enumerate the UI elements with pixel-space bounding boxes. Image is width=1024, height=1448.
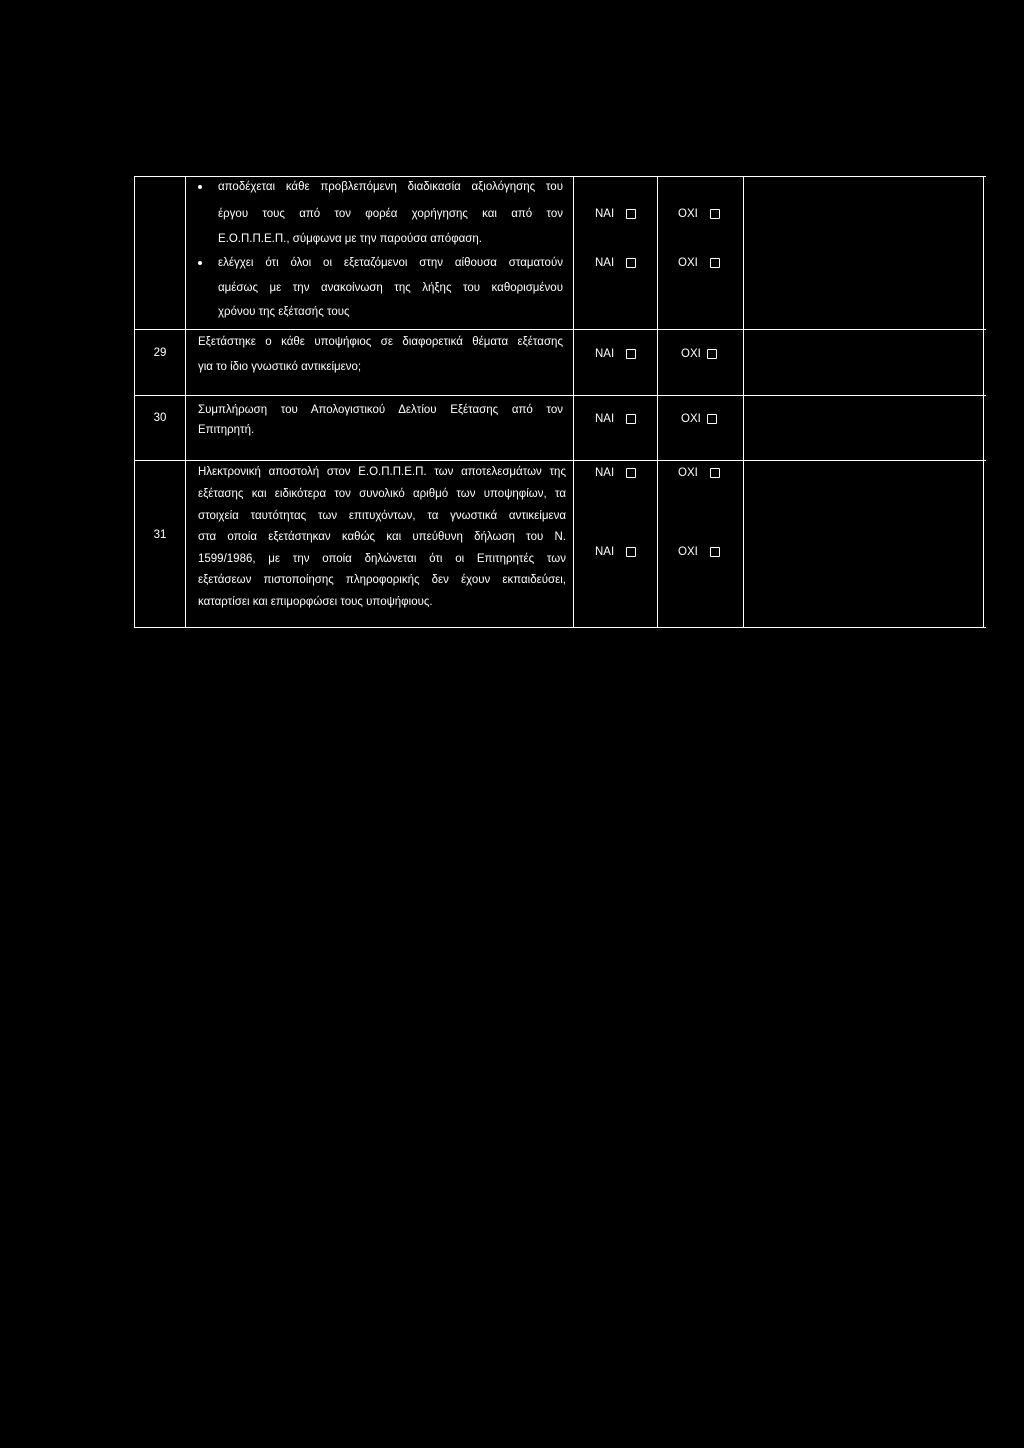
bullet1-line-3: Ε.Ο.Π.Π.Ε.Π., σύμφωνα με την παρούσα απόφαση. <box>218 233 482 245</box>
checkbox-icon[interactable] <box>707 349 717 359</box>
no-option[interactable] <box>678 256 720 270</box>
no-label: ΟΧΙ <box>678 257 698 269</box>
bullet-icon <box>198 185 202 189</box>
checkbox-icon[interactable] <box>626 414 636 424</box>
no-option[interactable] <box>678 545 720 559</box>
checkbox-icon[interactable] <box>626 349 636 359</box>
yes-option[interactable] <box>595 545 636 559</box>
row30-line-2: Επιτηρητή. <box>198 424 255 436</box>
row29-line-1: Εξετάστηκε ο κάθε υποψήφιος σε διαφορετικά θέματα εξέτασης <box>198 336 563 348</box>
row-number-31: 31 <box>153 529 167 541</box>
no-label: ΟΧΙ <box>678 208 698 220</box>
row31-line-7: καταρτίσει και επιμορφώσει τους υποψήφιους. <box>198 596 433 608</box>
bullet-icon <box>198 261 202 265</box>
table-bottom-border <box>134 627 986 628</box>
bullet2-line-1: ελέγχει ότι όλοι οι εξεταζόμενοι στην αίθουσα σταματούν <box>218 257 563 269</box>
column-divider <box>185 176 186 628</box>
row-number-30: 30 <box>153 412 167 424</box>
row-separator <box>134 395 986 396</box>
no-label: ΟΧΙ <box>681 348 701 360</box>
row31-line-4: στα οποία εξετάστηκαν καθώς και υπεύθυνη δήλωση του Ν. <box>198 531 566 543</box>
row-separator <box>134 460 986 461</box>
row31-line-6: εξετάσεων πιστοποίησης πληροφορικής δεν έχουν εκπαιδεύσει, <box>198 574 566 586</box>
checkbox-icon[interactable] <box>710 209 720 219</box>
table-top-border <box>134 176 986 177</box>
checkbox-icon[interactable] <box>626 258 636 268</box>
column-divider <box>573 176 574 628</box>
yes-label: ΝΑΙ <box>595 208 615 220</box>
yes-option[interactable] <box>595 412 636 426</box>
row-number-29: 29 <box>153 347 167 359</box>
yes-option[interactable] <box>595 466 636 480</box>
yes-label: ΝΑΙ <box>595 467 615 479</box>
yes-label: ΝΑΙ <box>595 257 615 269</box>
column-divider <box>657 176 658 628</box>
bullet1-line-1: αποδέχεται κάθε προβλεπόμενη διαδικασία αξιολόγησης του <box>218 181 563 193</box>
checkbox-icon[interactable] <box>626 468 636 478</box>
checkbox-icon[interactable] <box>710 547 720 557</box>
row-separator <box>134 329 986 330</box>
table-left-border <box>134 176 135 628</box>
checkbox-icon[interactable] <box>707 414 717 424</box>
no-option[interactable] <box>681 412 717 426</box>
table-right-border <box>983 176 984 628</box>
checkbox-icon[interactable] <box>626 209 636 219</box>
column-divider <box>743 176 744 628</box>
no-option[interactable] <box>681 347 717 361</box>
yes-option[interactable] <box>595 207 636 221</box>
yes-option[interactable] <box>595 347 636 361</box>
row31-line-5: 1599/1986, με την οποία δηλώνεται ότι οι Επιτηρητές των <box>198 553 566 565</box>
no-label: ΟΧΙ <box>678 546 698 558</box>
row31-line-3: στοιχεία ταυτότητας των επιτυχόντων, τα γνωστικά αντικείμενα <box>198 510 566 522</box>
no-option[interactable] <box>678 466 720 480</box>
no-option[interactable] <box>678 207 720 221</box>
yes-label: ΝΑΙ <box>595 348 615 360</box>
no-label: ΟΧΙ <box>678 467 698 479</box>
checkbox-icon[interactable] <box>710 468 720 478</box>
checkbox-icon[interactable] <box>710 258 720 268</box>
yes-option[interactable] <box>595 256 636 270</box>
bullet2-line-3: χρόνου της εξέτασής τους <box>218 306 350 318</box>
yes-label: ΝΑΙ <box>595 546 615 558</box>
yes-label: ΝΑΙ <box>595 413 615 425</box>
no-label: ΟΧΙ <box>681 413 701 425</box>
row31-line-2: εξέτασης και ειδικότερα τον συνολικό αριθμό των υποψηφίων, τα <box>198 488 566 500</box>
bullet1-line-2: έργου τους από τον φορέα χορήγησης και από τον <box>218 208 563 220</box>
row29-line-2: για το ίδιο γνωστικό αντικείμενο; <box>198 361 362 373</box>
row31-line-1: Ηλεκτρονική αποστολή στον Ε.Ο.Π.Π.Ε.Π. των αποτελεσμάτων της <box>198 466 566 478</box>
row30-line-1: Συμπλήρωση του Απολογιστικού Δελτίου Εξέτασης από τον <box>198 404 563 416</box>
checkbox-icon[interactable] <box>626 547 636 557</box>
bullet2-line-2: αμέσως με την ανακοίνωση της λήξης του καθορισμένου <box>218 282 563 294</box>
